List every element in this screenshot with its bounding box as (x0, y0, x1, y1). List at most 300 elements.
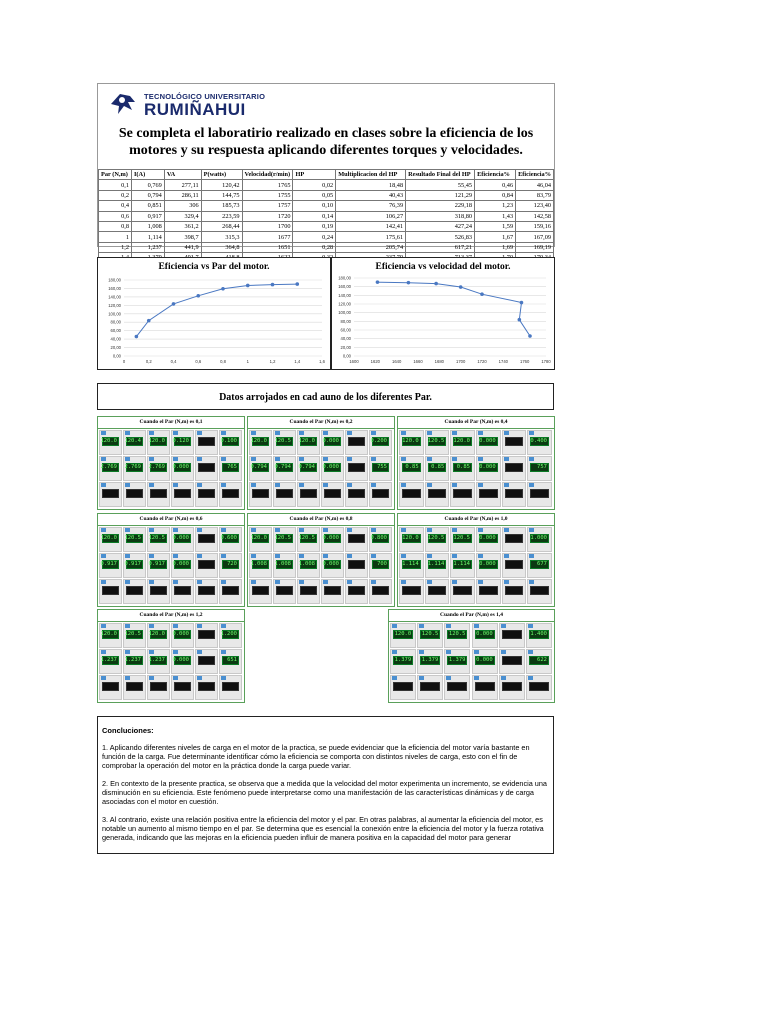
meter-display (369, 482, 392, 507)
table-cell: 123,40 (516, 201, 554, 211)
meter-value: 0.800 (370, 535, 387, 541)
meter-display (297, 456, 320, 481)
table-cell: 1,23 (475, 201, 516, 211)
meter-tag (125, 528, 130, 532)
chart-efficiency-vs-speed (331, 257, 555, 370)
meter-lcd (252, 586, 269, 595)
x-tick-label: 1620 (370, 359, 380, 364)
meter-display (444, 623, 470, 648)
meter-tag (149, 528, 154, 532)
meter-panel (388, 609, 555, 703)
meter-display (502, 430, 527, 455)
meter-value: 0.000 (172, 631, 189, 637)
meter-lcd (447, 630, 467, 639)
meter-display (476, 482, 501, 507)
table-cell: 1,114 (131, 232, 164, 242)
logo-main-text: RUMIÑAHUI (144, 100, 246, 119)
meter-value: 120.5 (427, 438, 445, 444)
table-cell: 286,11 (164, 190, 201, 200)
meter-tag (197, 624, 202, 628)
meter-value: 1.200 (220, 631, 237, 637)
meter-tag (474, 624, 479, 628)
meter-lcd (529, 630, 549, 639)
meter-lcd (126, 682, 143, 691)
meter-value: 120.0 (402, 535, 419, 541)
meter-display (499, 649, 525, 674)
meter-tag (173, 483, 178, 487)
meter-tag (446, 676, 451, 680)
meter-tag (401, 554, 406, 558)
meter-lcd (102, 630, 119, 639)
meter-lcd (453, 586, 472, 595)
meter-display (195, 579, 218, 604)
meter-lcd (252, 437, 269, 446)
meter-lcd (222, 534, 239, 543)
meter-lcd (276, 586, 293, 595)
meter-display (369, 456, 392, 481)
x-tick-label: 1740 (498, 359, 508, 364)
meter-display (502, 527, 527, 552)
meter-lcd (198, 682, 215, 691)
meter-value: 0.794 (274, 464, 291, 470)
data-point (221, 287, 225, 291)
meter-tag (323, 431, 328, 435)
table-cell: 318,80 (406, 211, 475, 221)
meter-lcd (198, 463, 215, 472)
meter-lcd (150, 534, 167, 543)
meter-tag (478, 554, 483, 558)
meter-lcd (324, 463, 341, 472)
table-cell: 144,75 (201, 190, 242, 200)
meter-display (450, 527, 475, 552)
meter-tag (197, 580, 202, 584)
meter-panel (247, 416, 395, 510)
column-header: VA (164, 170, 201, 180)
table-cell: 361,2 (164, 221, 201, 231)
meter-value: 1.379 (448, 657, 466, 663)
panel-title: Cuando el Par (N,m) es 1,4 (440, 612, 503, 618)
meter-display (195, 675, 218, 700)
meter-tag (478, 431, 483, 435)
meter-grid (249, 527, 393, 605)
meter-lcd (505, 560, 524, 569)
meter-tag (197, 676, 202, 680)
meter-tag (478, 457, 483, 461)
meter-tag (529, 554, 534, 558)
meter-display (249, 579, 272, 604)
meter-display (476, 553, 501, 578)
meter-lcd (453, 534, 472, 543)
meter-value: 120.0 (298, 438, 315, 444)
meter-tag (501, 624, 506, 628)
meter-tag (419, 624, 424, 628)
table-cell: 167,09 (516, 232, 554, 242)
meter-lcd (126, 630, 143, 639)
meter-value: 0.85 (405, 464, 419, 470)
meter-display (425, 456, 450, 481)
meter-lcd (428, 586, 447, 595)
meter-display (273, 430, 296, 455)
meter-display (273, 579, 296, 604)
meter-tag (401, 483, 406, 487)
table-cell: 0,917 (131, 211, 164, 221)
meter-display (526, 649, 552, 674)
meter-tag (101, 650, 106, 654)
meter-panel (397, 513, 555, 607)
meter-value: 1.237 (100, 657, 117, 663)
column-header: Velocidad(r/min) (242, 170, 293, 180)
meter-lcd (348, 489, 365, 498)
meter-display (425, 527, 450, 552)
meter-display (345, 579, 368, 604)
meter-value: 0.794 (298, 464, 315, 470)
meter-value: 1.237 (124, 657, 141, 663)
table-cell: 1,67 (475, 232, 516, 242)
meter-tag (478, 483, 483, 487)
series-line (136, 284, 297, 337)
meter-display (321, 482, 344, 507)
meter-display (273, 527, 296, 552)
meter-tag (221, 431, 226, 435)
meter-display (390, 675, 416, 700)
meter-lcd (150, 656, 167, 665)
meter-lcd (222, 656, 239, 665)
meter-display (249, 456, 272, 481)
meter-display (472, 675, 498, 700)
meter-lcd (198, 560, 215, 569)
meter-display (99, 649, 122, 674)
meter-value: 120.0 (100, 438, 117, 444)
meter-grid (390, 623, 553, 701)
meter-tag (504, 580, 509, 584)
meter-lcd (324, 437, 341, 446)
meter-display (219, 482, 242, 507)
meter-tag (371, 554, 376, 558)
meter-tag (197, 554, 202, 558)
table-cell: 18,48 (336, 180, 406, 190)
meter-display (297, 553, 320, 578)
meter-tag (149, 554, 154, 558)
meter-display (425, 553, 450, 578)
meter-lcd (276, 560, 293, 569)
meter-value: 0.85 (431, 464, 445, 470)
meter-lcd (174, 534, 191, 543)
meter-display (99, 579, 122, 604)
meter-value: 0.000 (322, 535, 339, 541)
y-tick-label: 0,00 (112, 353, 121, 359)
meter-display (273, 553, 296, 578)
table-cell: 142,41 (336, 221, 406, 231)
meter-value: 1.237 (148, 657, 165, 663)
meter-tag (101, 528, 106, 532)
y-tick-label: 140,00 (108, 294, 121, 300)
meter-lcd (174, 437, 191, 446)
meter-grid (399, 430, 553, 508)
table-cell: 526,83 (406, 232, 475, 242)
x-tick-label: 0,8 (220, 359, 226, 364)
meter-tag (474, 676, 479, 680)
logo-emblem-icon (108, 90, 138, 118)
x-tick-label: 1640 (392, 359, 402, 364)
meter-display (147, 675, 170, 700)
meter-display (123, 623, 146, 648)
table-cell: 1765 (242, 180, 293, 190)
y-tick-label: 0,00 (342, 353, 351, 359)
meter-tag (323, 580, 328, 584)
meter-value: 677 (537, 561, 547, 567)
meter-tag (501, 650, 506, 654)
meter-tag (504, 431, 509, 435)
meter-lcd (324, 489, 341, 498)
meter-tag (347, 580, 352, 584)
meter-lcd (428, 489, 447, 498)
table-cell: 121,29 (406, 190, 475, 200)
meter-lcd (150, 682, 167, 691)
table-cell: 1,008 (131, 221, 164, 231)
meter-display (297, 482, 320, 507)
meter-lcd (174, 682, 191, 691)
results-table (98, 169, 554, 264)
meter-lcd (300, 463, 317, 472)
meter-lcd (276, 437, 293, 446)
meter-lcd (276, 534, 293, 543)
meter-tag (323, 528, 328, 532)
meter-lcd (174, 586, 191, 595)
meter-tag (504, 554, 509, 558)
table-cell: 0,19 (293, 221, 336, 231)
meter-tag (452, 580, 457, 584)
meter-value: 1.400 (530, 631, 547, 637)
meter-lcd (479, 534, 498, 543)
meter-tag (275, 528, 280, 532)
meter-tag (173, 676, 178, 680)
meter-lcd (276, 463, 293, 472)
meter-lcd (530, 560, 549, 569)
meter-tag (125, 431, 130, 435)
x-tick-label: 0,4 (170, 359, 177, 364)
table-cell: 441,9 (164, 242, 201, 252)
meter-tag (452, 431, 457, 435)
meter-lcd (505, 534, 524, 543)
meter-value: 120.4 (124, 438, 141, 444)
meter-value: 0.000 (479, 438, 496, 444)
meter-tag (221, 676, 226, 680)
table-cell: 329,4 (164, 211, 201, 221)
meter-display (249, 482, 272, 507)
meter-display (147, 579, 170, 604)
table-cell: 0,2 (99, 190, 132, 200)
meter-display (219, 579, 242, 604)
meter-lcd (150, 489, 167, 498)
meter-value: 120.5 (274, 438, 291, 444)
meter-panel (397, 416, 555, 510)
data-point (295, 282, 299, 286)
conclusions-heading: Concluciones: (102, 726, 154, 735)
meter-lcd (479, 437, 498, 446)
meter-display (297, 527, 320, 552)
meter-tag (101, 554, 106, 558)
x-tick-label: 0,6 (195, 359, 202, 364)
meter-tag (529, 457, 534, 461)
y-tick-label: 40,00 (340, 336, 351, 342)
table-row (99, 180, 554, 190)
y-tick-label: 100,00 (338, 310, 351, 316)
table-cell: 0,851 (131, 201, 164, 211)
meter-panel (97, 609, 245, 703)
meter-display (219, 430, 242, 455)
meter-display (171, 430, 194, 455)
meter-tag (149, 650, 154, 654)
meter-tag (101, 580, 106, 584)
meter-tag (446, 650, 451, 654)
meter-value: 755 (377, 464, 387, 470)
column-header: Resultado Final del HP (406, 170, 475, 180)
meter-display (450, 456, 475, 481)
meter-display (476, 527, 501, 552)
meter-tag (401, 528, 406, 532)
meter-tag (173, 554, 178, 558)
meter-grid (99, 430, 243, 508)
meter-display (502, 482, 527, 507)
meter-value: 120.0 (394, 631, 412, 637)
meter-display (171, 553, 194, 578)
meter-tag (452, 483, 457, 487)
meter-display (99, 456, 122, 481)
meter-lcd (505, 463, 524, 472)
meter-value: 1.000 (530, 535, 547, 541)
meter-display (249, 527, 272, 552)
meter-value: 120.5 (298, 535, 315, 541)
meter-lcd (300, 560, 317, 569)
meter-display (345, 482, 368, 507)
meter-tag (299, 457, 304, 461)
y-tick-label: 40,00 (110, 336, 121, 342)
meter-lcd (479, 489, 498, 498)
meter-display (123, 482, 146, 507)
meter-lcd (174, 630, 191, 639)
x-tick-label: 1 (246, 359, 249, 364)
meter-display (417, 675, 443, 700)
meter-display (444, 675, 470, 700)
meter-panel (247, 513, 395, 607)
meter-display (99, 430, 122, 455)
table-cell: 277,11 (164, 180, 201, 190)
meter-tag (347, 457, 352, 461)
meter-tag (347, 431, 352, 435)
meter-display (147, 456, 170, 481)
meter-value: 1.379 (394, 657, 412, 663)
meter-display (417, 623, 443, 648)
meter-lcd (453, 489, 472, 498)
meter-lcd (372, 534, 389, 543)
meter-display (147, 553, 170, 578)
meter-display (390, 649, 416, 674)
meter-display (99, 675, 122, 700)
meter-tag (221, 457, 226, 461)
meter-tag (299, 483, 304, 487)
meter-tag (125, 580, 130, 584)
meter-display (321, 430, 344, 455)
meter-tag (221, 624, 226, 628)
meter-tag (149, 624, 154, 628)
panel-divider (98, 525, 244, 526)
meter-tag (125, 676, 130, 680)
meter-tag (251, 580, 256, 584)
meter-lcd (252, 489, 269, 498)
meter-display (425, 579, 450, 604)
meter-lcd (529, 682, 549, 691)
meter-display (219, 553, 242, 578)
meter-tag (149, 431, 154, 435)
column-header: P(watts) (201, 170, 242, 180)
meter-tag (529, 528, 534, 532)
meter-tag (392, 650, 397, 654)
meter-lcd (324, 534, 341, 543)
meter-lcd (428, 437, 447, 446)
meter-lcd (420, 630, 440, 639)
meter-value: 0.400 (530, 438, 547, 444)
meter-lcd (102, 586, 119, 595)
meter-tag (347, 554, 352, 558)
meter-lcd (447, 656, 467, 665)
x-tick-label: 1700 (456, 359, 466, 364)
data-point (196, 294, 200, 298)
y-tick-label: 80,00 (110, 319, 121, 325)
meter-display (321, 553, 344, 578)
chart-title: Eficiencia vs Par del motor. (158, 262, 270, 272)
meter-tag (251, 431, 256, 435)
meter-tag (452, 457, 457, 461)
table-cell: 223,59 (201, 211, 242, 221)
meter-tag (125, 650, 130, 654)
meter-lcd (420, 682, 440, 691)
table-cell: 1,59 (475, 221, 516, 231)
y-tick-label: 20,00 (340, 344, 351, 350)
meter-tag (149, 580, 154, 584)
y-tick-label: 60,00 (340, 327, 351, 333)
table-cell: 1,237 (131, 242, 164, 252)
table-cell: 0,6 (99, 211, 132, 221)
meter-lcd (222, 437, 239, 446)
panel-divider (248, 525, 394, 526)
meter-grid (99, 623, 243, 701)
meter-lcd (126, 437, 143, 446)
data-point (376, 280, 380, 284)
meter-display (195, 623, 218, 648)
x-tick-label: 1,6 (319, 359, 325, 364)
meter-display (123, 553, 146, 578)
table-cell: 364,8 (201, 242, 242, 252)
meter-display (345, 456, 368, 481)
meter-tag (323, 554, 328, 558)
meter-display (527, 579, 552, 604)
meter-display (476, 430, 501, 455)
meter-tag (101, 457, 106, 461)
meter-display (99, 527, 122, 552)
table-cell: 55,45 (406, 180, 475, 190)
x-tick-label: 1,2 (269, 359, 276, 364)
meter-panel (97, 513, 245, 607)
meter-display (526, 675, 552, 700)
table-cell: 1720 (242, 211, 293, 221)
conclusion-item: 1. Aplicando diferentes niveles de carga en el motor de la practica, se puede evidenciar que la eficiencia del motor varía bastante en función de la carga. Fue determinante identificar cómo la eficiencia se comporta con distintos niveles de carga, esto con el fin de comprobar la operación del motor en la práctica donde la carga puede variar. (102, 743, 530, 770)
table-cell: 0,28 (293, 242, 336, 252)
meter-tag (221, 580, 226, 584)
meter-value: 120.5 (124, 631, 141, 637)
meter-panel (97, 416, 245, 510)
table-cell: 0,05 (293, 190, 336, 200)
meter-lcd (150, 463, 167, 472)
